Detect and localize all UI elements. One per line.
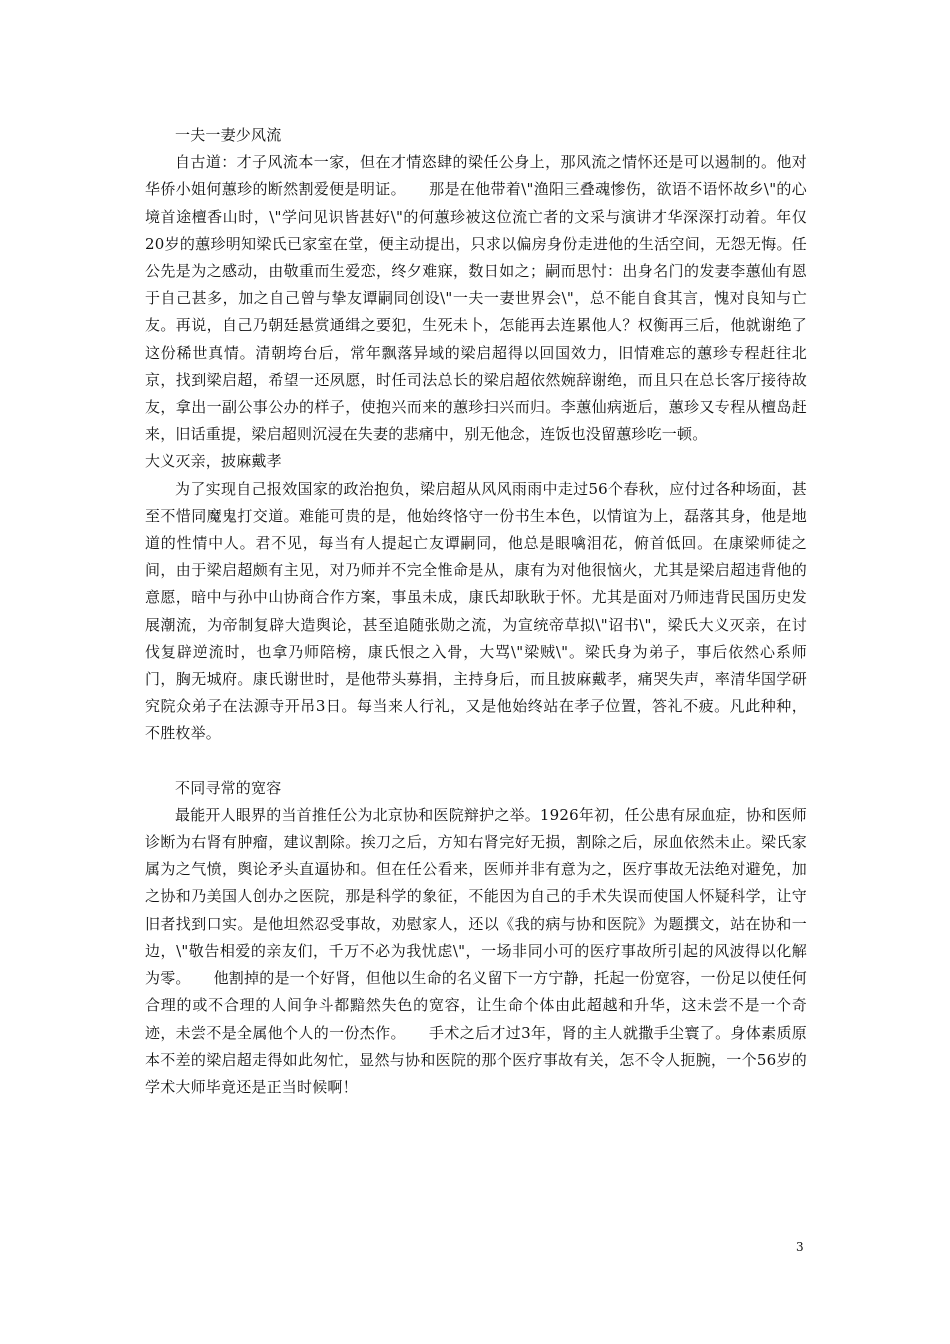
section-heading-tolerance: 不同寻常的宽容 (175, 778, 282, 797)
section-paragraph-righteousness: 为了实现自己报效国家的政治抱负，梁启超从风风雨雨中走过56个春秋，应付过各种场面，甚至不惜同魔鬼打交道。难能可贵的是，他始终恪守一份书生本色，以情谊为上，磊落其身，他是地道的性情中人。君不见，每当有人提起亡友谭嗣同，他总是眼噙泪花，俯首低回。在康梁师徒之间，由于梁启超颇有主见，对乃师并不完全惟命是从，康有为对他很恼火，尤其是梁启超违背他的意愿，暗中与孙中山协商合作方案，事虽未成，康氏却耿耿于怀。尤其是面对乃师违背民国历史发展潮流，为帝制复辟大造舆论，甚至追随张勋之流，为宣统帝草拟\"诏书\"，梁氏大义灭亲，在讨伐复辟逆流时，也拿乃师陪榜，康氏恨之入骨，大骂\"梁贼\"。梁氏身为弟子，事后依然心系师门，胸无城府。康氏谢世时，是他带头募捐，主持身后，而且披麻戴孝，痛哭失声，率清华国学研究院众弟子在法源寺开吊3日。每当来人行礼，又是他始终站在孝子位置，答礼不疲。凡此种种，不胜枚举。 (145, 479, 807, 743)
page-number: 3 (796, 1240, 804, 1254)
section-spacer (145, 748, 807, 775)
article-body (145, 122, 807, 1101)
section-heading-righteousness: 大义灭亲，披麻戴孝 (145, 452, 282, 471)
section-heading-monogamy: 一夫一妻少风流 (175, 126, 282, 144)
section-paragraph-tolerance: 最能开人眼界的当首推任公为北京协和医院辩护之举。1926年初，任公患有尿血症，协和医师诊断为右肾有肿瘤，建议割除。挨刀之后，方知右肾完好无损，割除之后，尿血依然未止。梁氏家属为之气愤，舆论矛头直逼协和。但在任公看来，医师并非有意为之，医疗事故无法绝对避免，加之协和乃美国人创办之医院，那是科学的象征，不能因为自己的手术失误而使国人怀疑科学，让守旧者找到口实。是他坦然忍受事故，劝慰家人，还以《我的病与协和医院》为题撰文，站在协和一边，\"敬告相爱的亲友们，千万不必为我忧虑\"，一场非同小可的医疗事故所引起的风波得以化解为零。 他割掉的是一个好肾，但他以生命的名义留下一方宁静，托起一份宽容，一份足以使任何合理的或不合理的人间争斗都黯然失色的宽容，让生命个体由此超越和升华，这未尝不是一个奇迹，未尝不是全属他个人的一份杰作。 手术之后才过3年，肾的主人就撒手尘寰了。身体素质原本不差的梁启超走得如此匆忙，显然与协和医院的那个医疗事故有关，怎不令人扼腕，一个56岁的学术大师毕竟还是正当时候啊！ (145, 805, 807, 1096)
section-paragraph-monogamy: 自古道：才子风流本一家，但在才情恣肆的梁任公身上，那风流之情怀还是可以遏制的。他对华侨小姐何蕙珍的断然割爱便是明证。 那是在他带着\"渔阳三叠魂惨伤，欲语不语怀故乡\"的心境首途檀香山时，\"学问见识皆甚好\"的何蕙珍被这位流亡者的文采与演讲才华深深打动着。年仅20岁的蕙珍明知梁氏已家室在堂，便主动提出，只求以偏房身份走进他的生活空间，无怨无悔。任公先是为之感动，由敬重而生爱恋，终夕难寐，数日如之；嗣而思忖：出身名门的发妻李蕙仙有恩于自己甚多，加之自己曾与挚友谭嗣同创设\"一夫一妻世界会\"，总不能自食其言，愧对良知与亡友。再说，自己乃朝廷悬赏通缉之要犯，生死未卜，怎能再去连累他人？权衡再三后，他就谢绝了这份稀世真情。清朝垮台后，常年飘落异域的梁启超得以回国效力，旧情难忘的蕙珍专程赶往北京，找到梁启超，希望一还夙愿，时任司法总长的梁启超依然婉辞谢绝，而且只在总长客厅接待故友，拿出一副公事公办的样子，使抱兴而来的蕙珍扫兴而归。李蕙仙病逝后，蕙珍又专程从檀岛赶来，旧话重提，梁启超则沉浸在失妻的悲痛中，别无他念，连饭也没留蕙珍吃一顿。 (145, 153, 807, 444)
